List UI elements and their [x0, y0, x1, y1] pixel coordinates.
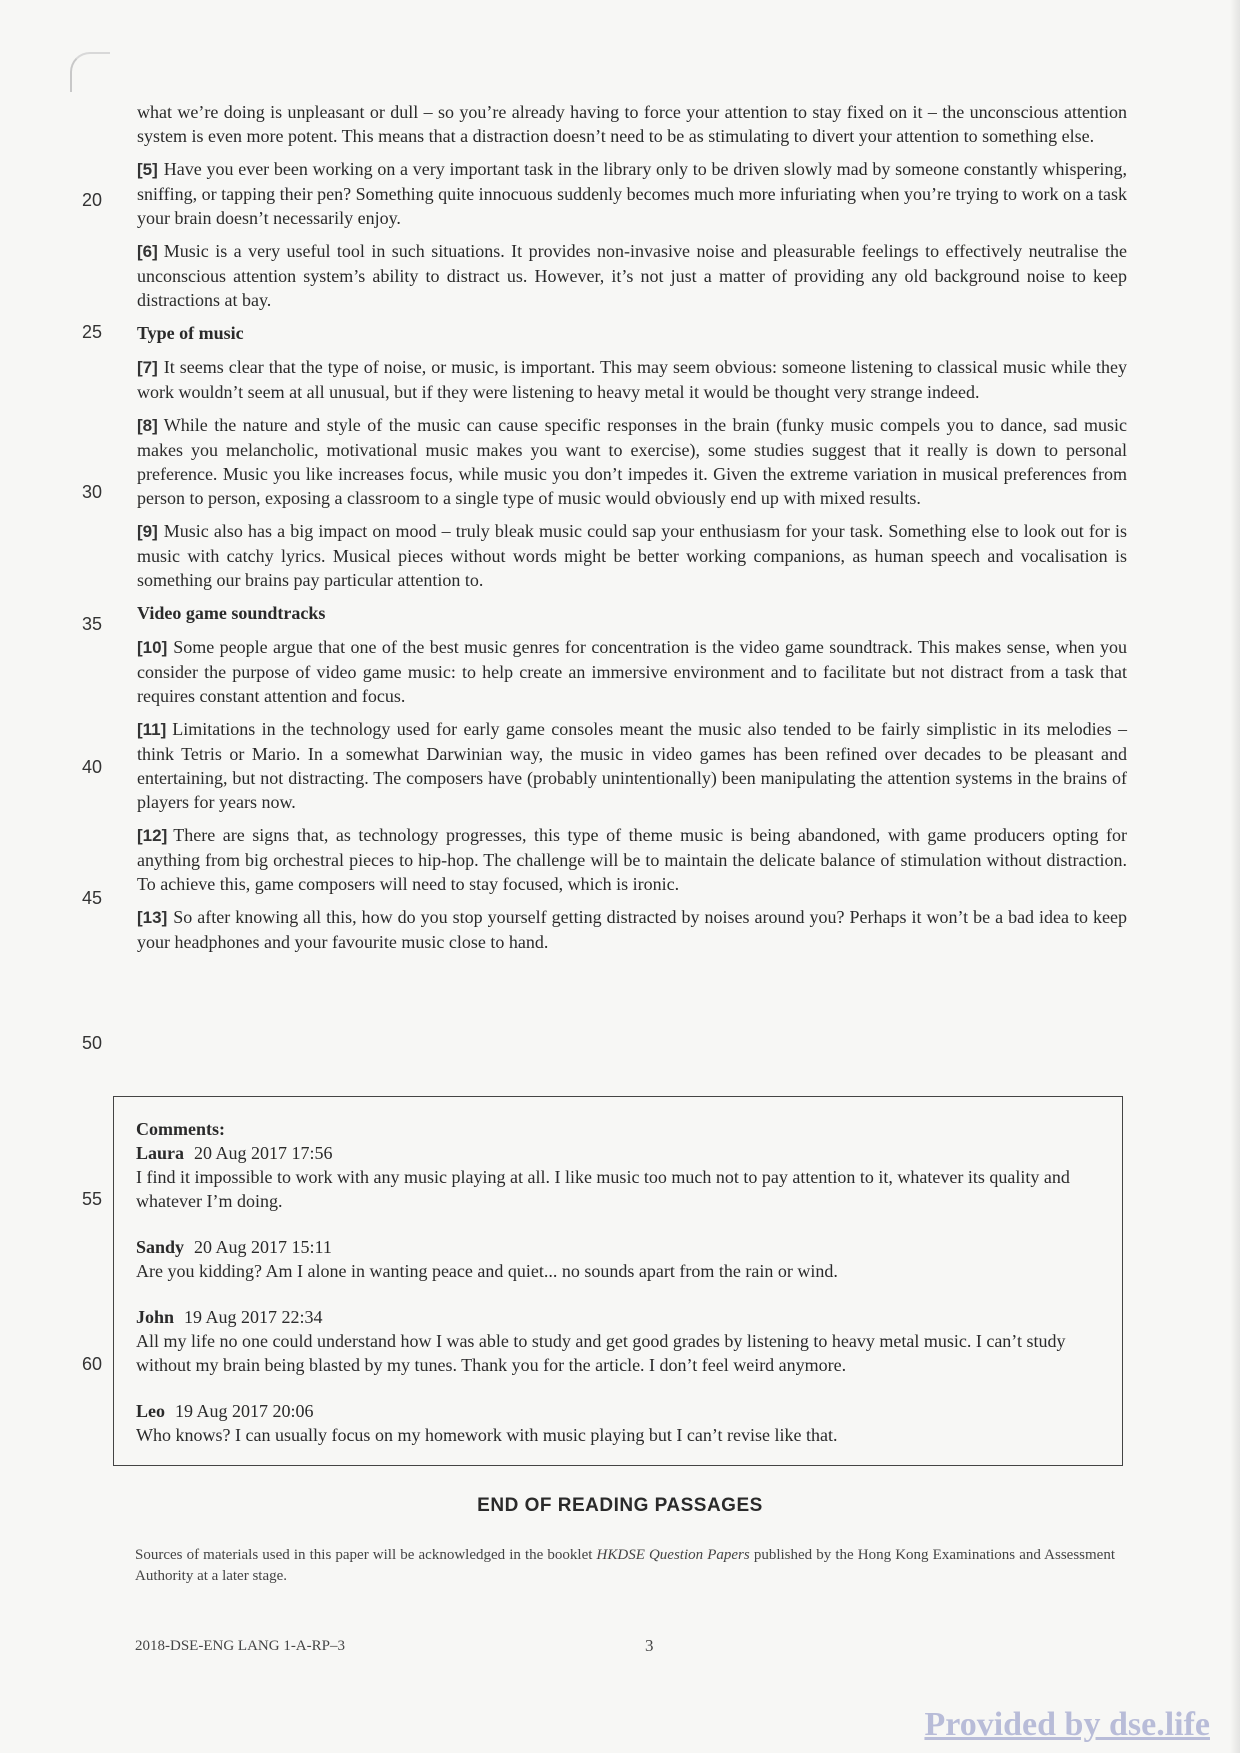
paragraph-text: So after knowing all this, how do you stop yourself getting distracted by noises around you? Perhaps it won’t be a bad idea to keep your headphones and your favourite music close to hand. — [137, 907, 1127, 952]
paragraph-number: [13] — [137, 908, 168, 927]
comment-timestamp: 19 Aug 2017 20:06 — [175, 1401, 314, 1421]
scan-edge-shadow — [1230, 0, 1240, 1753]
paragraph-5 — [137, 157, 1127, 230]
comment-text: Who knows? I can usually focus on my homework with music playing but I can’t revise like that. — [136, 1425, 838, 1445]
paragraph-8 — [137, 413, 1127, 510]
comment-author: John — [136, 1307, 175, 1327]
comment-item — [136, 1305, 1106, 1377]
paragraph-12 — [137, 823, 1127, 896]
end-of-passages-title: END OF READING PASSAGES — [477, 1495, 763, 1516]
comment-timestamp: 19 Aug 2017 22:34 — [184, 1307, 323, 1327]
paragraph-text: Limitations in the technology used for early game consoles meant the music also tended to be fairly simplistic in its melodies – think Tetris or Mario. In a somewhat Darwinian way, the music in video games has been refined over decades to be pleasant and entertaining, but not distracting. The composers have (probably unintentionally) been manipulating the attention systems in the brains of players for years now. — [137, 719, 1127, 812]
paragraph-text: While the nature and style of the music can cause specific responses in the brain (funky music compels you to dance, sad music makes you melancholic, motivational music makes you want to exercise), some studies suggest that it really is down to personal preference. Music you like increases focus, while music you don’t impedes it. Given the extreme variation in musical preferences from person to person, exposing a classroom to a single type of music would obviously end up with mixed results. — [137, 415, 1127, 508]
paragraph-text: Music is a very useful tool in such situations. It provides non-invasive noise and pleasurable feelings to effectively neutralise the unconscious attention system’s ability to distract us. However, it’s not just a matter of providing any old background noise to keep distractions at bay. — [137, 241, 1127, 310]
sources-text: published by the Hong Kong Examinations and Assessment Authority at a later stage. — [135, 1547, 1116, 1584]
sources-note — [135, 1545, 1115, 1587]
sources-text: Sources of materials used in this paper will be acknowledged in the booklet — [135, 1547, 597, 1563]
comment-text: Are you kidding? Am I alone in wanting peace and quiet... no sounds apart from the rain or wind. — [136, 1261, 838, 1281]
page-number: 3 — [645, 1636, 654, 1655]
paragraph-number: [8] — [137, 416, 158, 435]
paragraph-7 — [137, 355, 1127, 404]
comment-item — [136, 1141, 1106, 1213]
paper-code: 2018-DSE-ENG LANG 1-A-RP–3 — [135, 1638, 345, 1654]
line-number: 60 — [82, 1354, 103, 1374]
line-number: 35 — [82, 614, 103, 634]
paragraph-text: There are signs that, as technology progresses, this type of theme music is being abandoned, with game producers opting for anything from big orchestral pieces to hip-hop. The challenge will be to maintain the delicate balance of stimulation without distraction. To achieve this, game composers will need to stay focused, which is ironic. — [137, 825, 1127, 894]
paragraph-text: Some people argue that one of the best music genres for concentration is the video game soundtrack. This makes sense, when you consider the purpose of video game music: to help create an immersive environment and to facilitate but not distract from a task that requires constant attention and focus. — [137, 637, 1127, 706]
paragraph-6 — [137, 239, 1127, 312]
comment-timestamp: 20 Aug 2017 15:11 — [194, 1237, 332, 1257]
line-number: 30 — [82, 482, 103, 502]
paragraph-number: [12] — [137, 826, 168, 845]
paragraph-text: Music also has a big impact on mood – truly bleak music could sap your enthusiasm for your task. Something else to look out for is music with catchy lyrics. Musical pieces without words might be better working companions, as human speech and vocalisation is something our brains pay particular attention to. — [137, 521, 1127, 590]
comment-timestamp: 20 Aug 2017 17:56 — [194, 1143, 333, 1163]
comment-text: All my life no one could understand how I was able to study and get good grades by listening to heavy metal music. I can’t study without my brain being blasted by my tunes. Thank you for the article. I don’t feel weird anymore. — [136, 1331, 1066, 1375]
section-heading-video-game: Video game soundtracks — [137, 603, 326, 623]
paragraph-intro — [137, 100, 1127, 148]
comment-item — [136, 1235, 1106, 1283]
comment-author: Leo — [136, 1401, 165, 1421]
comment-item — [136, 1399, 1106, 1447]
paragraph-10 — [137, 635, 1127, 708]
paragraph-text: It seems clear that the type of noise, or music, is important. This may seem obvious: someone listening to classical music while they work wouldn’t seem at all unusual, but if they were listening to heavy metal it would be thought very strange indeed. — [137, 357, 1127, 402]
paragraph-13 — [137, 905, 1127, 954]
line-number: 20 — [82, 190, 103, 210]
paragraph-number: [6] — [137, 242, 158, 261]
paragraph-text: Have you ever been working on a very important task in the library only to be driven slowly mad by someone constantly whispering, sniffing, or tapping their pen? Something quite innocuous suddenly becomes much more infuriating when you’re trying to work on a task your brain doesn’t necessarily enjoy. — [137, 159, 1127, 228]
paragraph-number: [7] — [137, 358, 158, 377]
line-number: 50 — [82, 1033, 103, 1053]
reading-passage — [137, 100, 1127, 963]
section-heading-type-of-music: Type of music — [137, 323, 244, 343]
paragraph-11 — [137, 717, 1127, 814]
line-number: 40 — [82, 757, 103, 777]
watermark-link[interactable]: Provided by dse.life — [924, 1706, 1210, 1743]
comment-author: Sandy — [136, 1237, 185, 1257]
comment-text: I find it impossible to work with any music playing at all. I like music too much not to pay attention to it, whatever its quality and whatever I’m doing. — [136, 1167, 1070, 1211]
comment-author: Laura — [136, 1143, 185, 1163]
comments-title: Comments: — [136, 1119, 225, 1139]
sources-booklet-title: HKDSE Question Papers — [596, 1547, 750, 1563]
paragraph-number: [9] — [137, 522, 158, 541]
line-number: 25 — [82, 322, 103, 342]
line-number: 55 — [82, 1189, 103, 1209]
paragraph-text: what we’re doing is unpleasant or dull – so you’re already having to force your attention to stay fixed on it – the unconscious attention system is even more potent. This means that a distraction doesn’t need to be as stimulating to divert your attention to something else. — [137, 102, 1127, 146]
comments-section — [113, 1096, 1123, 1466]
paragraph-9 — [137, 519, 1127, 592]
paragraph-number: [10] — [137, 638, 168, 657]
paragraph-number: [11] — [137, 720, 167, 739]
scan-mark — [70, 52, 110, 92]
line-number: 45 — [82, 888, 103, 908]
paragraph-number: [5] — [137, 160, 158, 179]
